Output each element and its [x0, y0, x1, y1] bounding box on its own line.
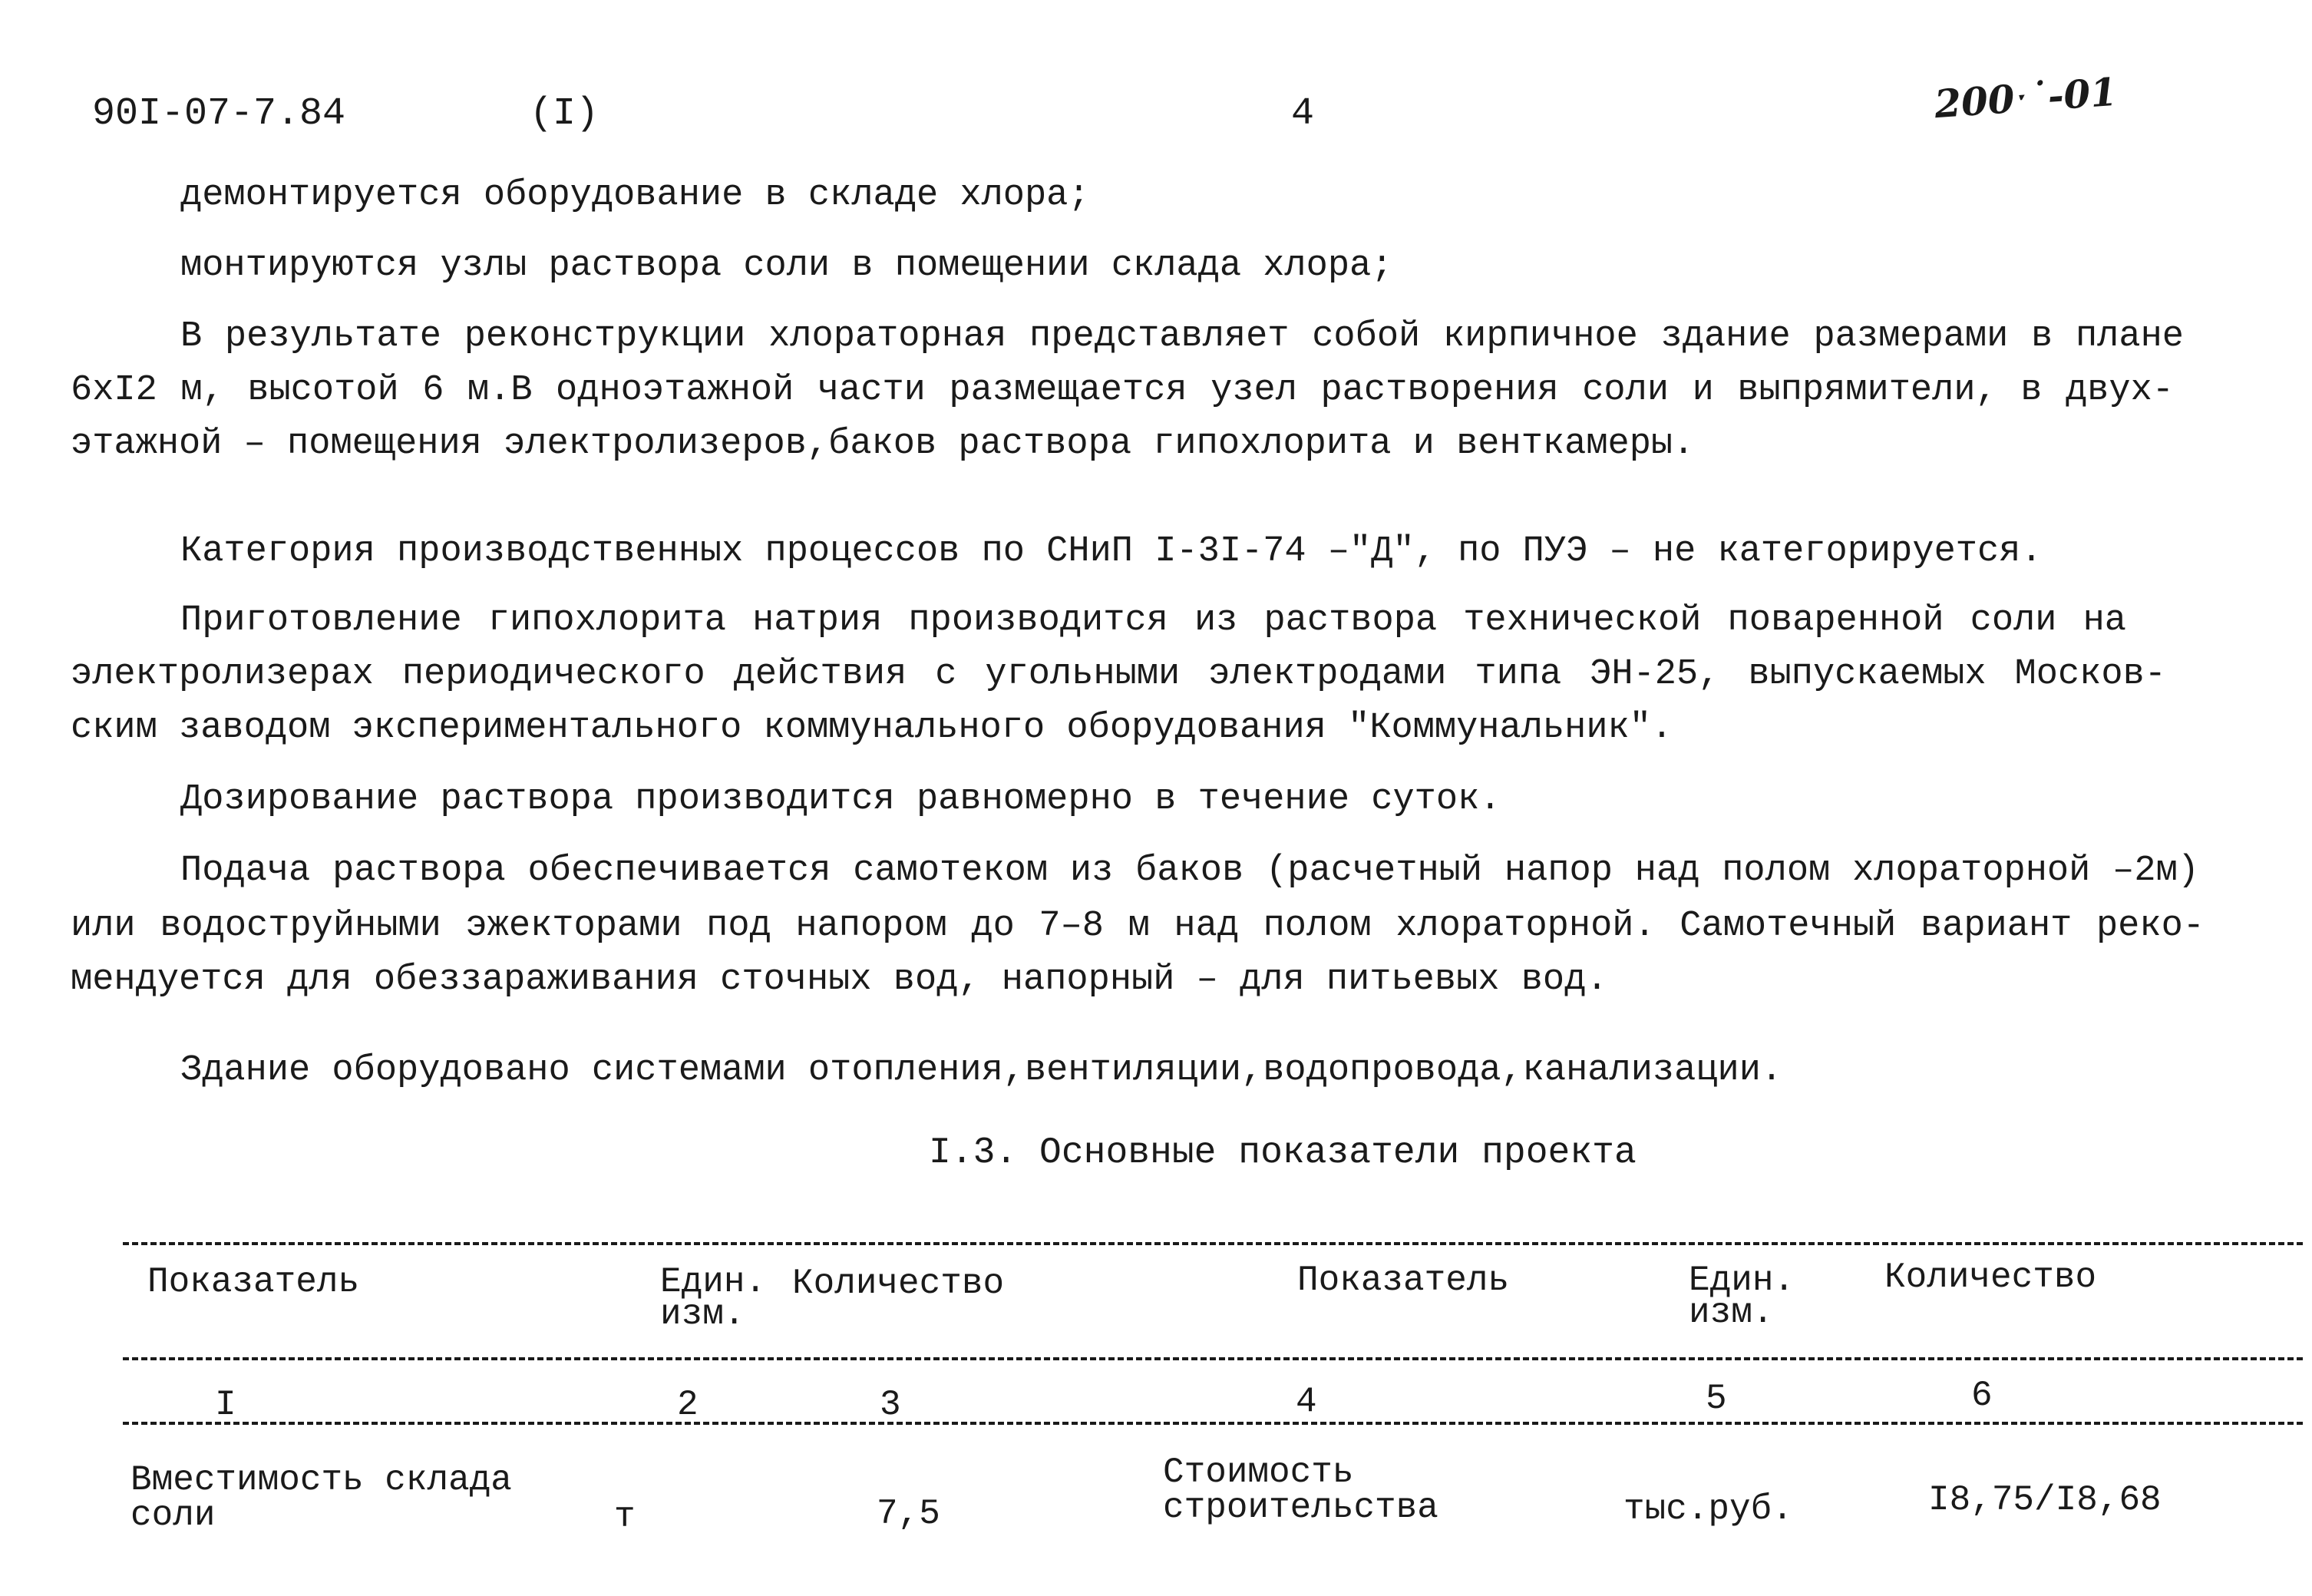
header-quantity-2: Количество — [1884, 1257, 2097, 1297]
column-number: 2 — [677, 1385, 699, 1425]
header-unit-2: Един. — [1689, 1261, 1795, 1300]
page-number: 4 — [1291, 92, 1315, 136]
column-number: 5 — [1706, 1379, 1727, 1419]
row-unit-2: тыс.руб. — [1623, 1489, 1793, 1529]
paragraph-line: или водоструйными эжекторами под напором до 7–8 м над полом хлораторной. Самотечный вариант реко- — [71, 906, 2205, 947]
header-indicator-2: Показатель — [1297, 1261, 1510, 1300]
paragraph-line: 6хI2 м, высотой 6 м.В одноэтажной части размещается узел растворения соли и выпрямители, в двух- — [71, 370, 2174, 411]
paragraph-line: Здание оборудовано системами отопления,вентиляции,водопровода,канализации. — [180, 1050, 1783, 1091]
handwritten-note: 200ˑ˙-01 — [1933, 68, 2119, 127]
paragraph-line: ским заводом экспериментального коммунального оборудования "Коммунальник". — [71, 708, 1673, 748]
row-indicator-2-line2: строительства — [1163, 1488, 1438, 1528]
header-unit-2-line2: изм. — [1689, 1293, 1774, 1333]
column-number: 6 — [1971, 1376, 1993, 1416]
header-unit-1-line2: изм. — [660, 1294, 745, 1334]
table-rule — [123, 1242, 2303, 1245]
paragraph-line: Приготовление гипохлорита натрия производится из раствора технической поваренной соли на — [180, 600, 2126, 641]
header-quantity-1: Количество — [792, 1264, 1005, 1304]
header-indicator-1: Показатель — [147, 1262, 360, 1302]
document-code: 90I-07-7.84 — [92, 92, 346, 136]
paragraph-line: В результате реконструкции хлораторная представляет собой кирпичное здание размерами в плане — [180, 316, 2184, 357]
row-quantity-2: I8,75/I8,68 — [1928, 1480, 2162, 1520]
paragraph-line: этажной – помещения электролизеров,баков раствора гипохлорита и венткамеры. — [71, 424, 1695, 464]
table-title: I.3. Основные показатели проекта — [929, 1132, 1637, 1174]
paragraph-line: Категория производственных процессов по СНиП I-3I-74 –"Д", по ПУЭ – не категорируется. — [180, 531, 2043, 572]
sheet-number: (I) — [530, 92, 599, 136]
row-quantity-1: 7,5 — [877, 1494, 940, 1534]
row-indicator-1: Вместимость склада — [130, 1460, 512, 1500]
paragraph-line: Дозирование раствора производится равномерно в течение суток. — [180, 779, 1501, 820]
paragraph-line: Подача раствора обеспечивается самотеком из баков (расчетный напор над полом хлораторной –2м) — [180, 851, 2199, 891]
paragraph-line: электролизерах периодического действия с угольными электродами типа ЭН-25, выпускаемых Москов- — [71, 654, 2166, 695]
text-line: демонтируется оборудование в складе хлора; — [180, 175, 1090, 216]
row-indicator-2: Стоимость — [1163, 1452, 1354, 1492]
column-number: 4 — [1296, 1382, 1317, 1422]
text-line: монтируются узлы раствора соли в помещении склада хлора; — [180, 246, 1393, 286]
header-unit-1: Един. — [660, 1262, 767, 1302]
paragraph-line: мендуется для обеззараживания сточных вод, напорный – для питьевых вод. — [71, 960, 1608, 1000]
row-indicator-1-line2: соли — [130, 1495, 216, 1535]
table-rule — [123, 1422, 2303, 1425]
column-number: 3 — [880, 1385, 901, 1425]
row-unit-1: т — [614, 1497, 636, 1537]
column-number: I — [215, 1385, 236, 1425]
table-rule — [123, 1357, 2303, 1360]
